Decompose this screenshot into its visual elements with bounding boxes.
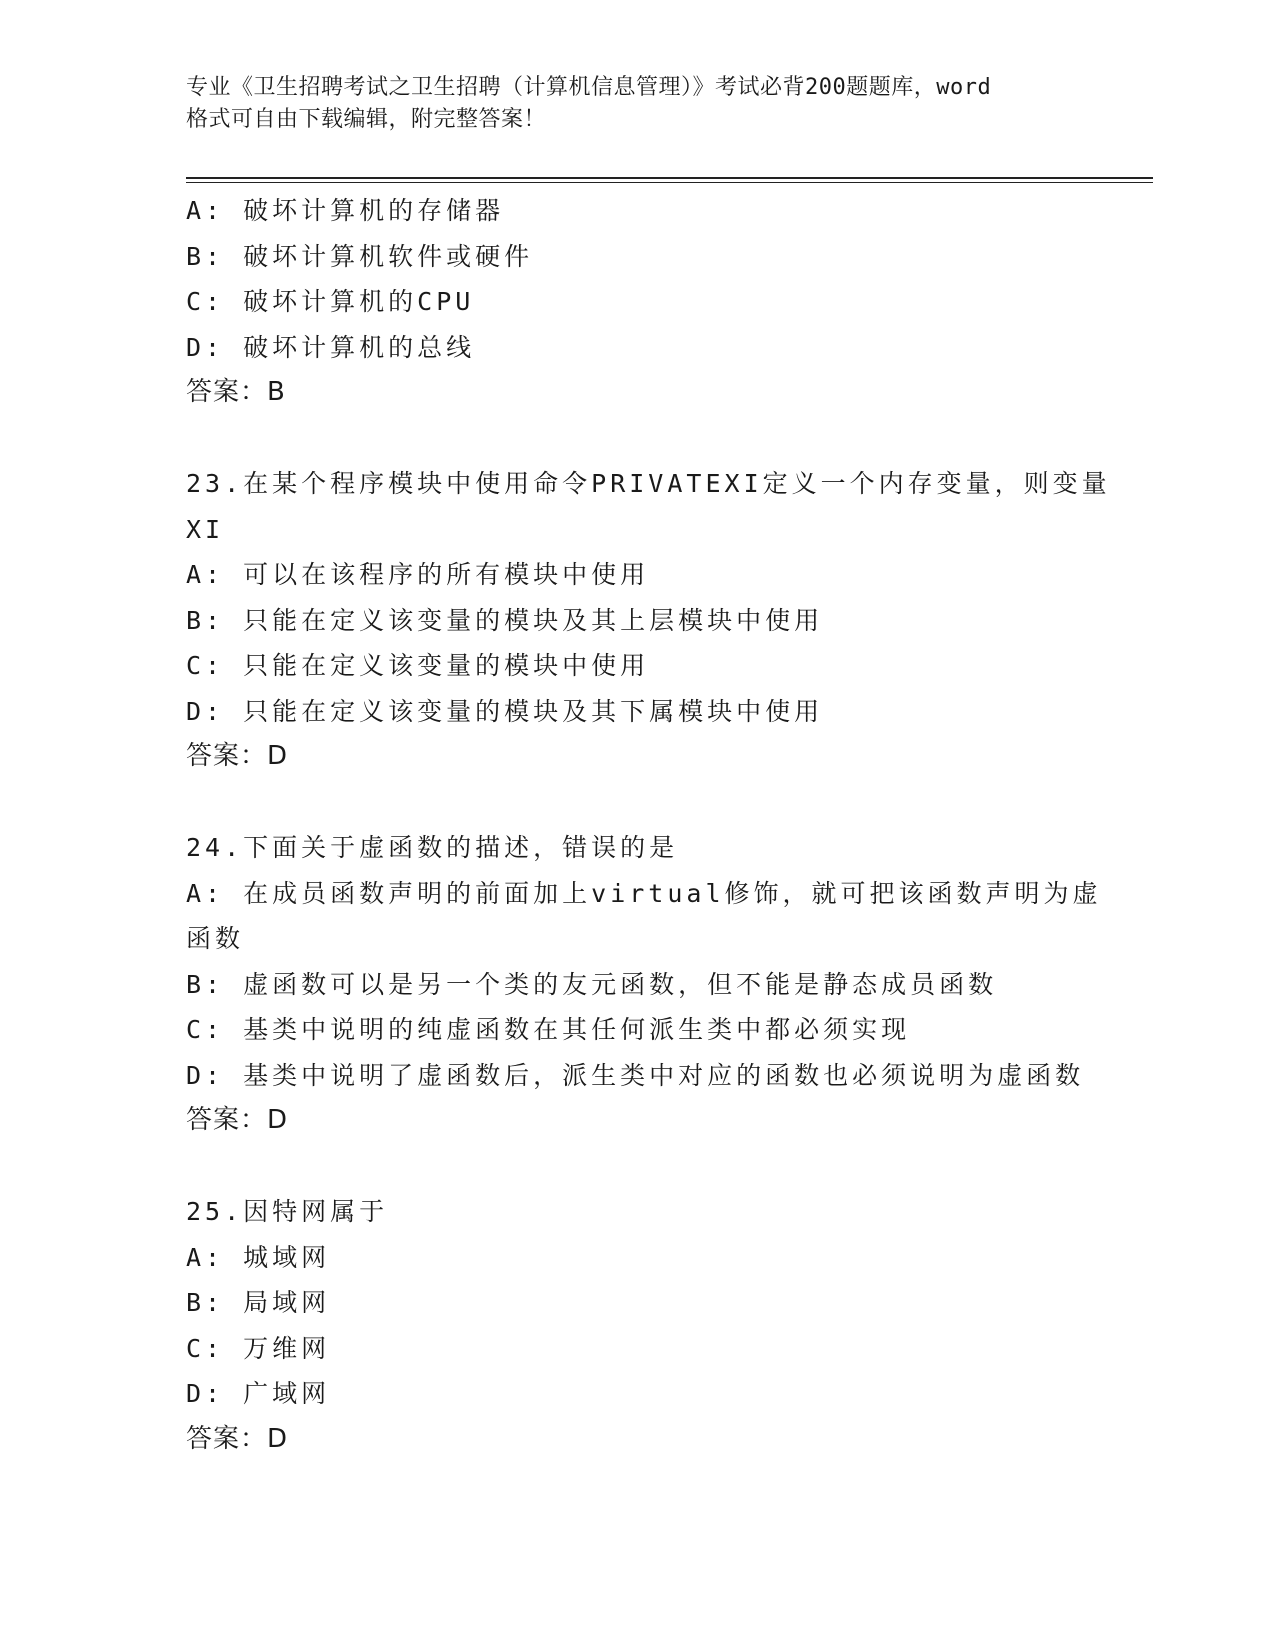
question-stem: 25.因特网属于 — [186, 1197, 389, 1226]
document-header — [186, 72, 1086, 136]
option-a: A: 城域网 — [186, 1242, 331, 1272]
question-25 — [186, 1189, 1086, 1462]
option-d: D: 广域网 — [186, 1379, 331, 1408]
option-d: D: 基类中说明了虚函数后，派生类中对应的函数也必须说明为虚函数 — [186, 1060, 1085, 1090]
option-b: B: 破坏计算机软件或硬件 — [186, 241, 534, 271]
spacer — [186, 1144, 1086, 1190]
question-22 — [186, 188, 1086, 416]
question-24 — [186, 825, 1102, 1144]
option-a: A: 可以在该程序的所有模块中使用 — [186, 560, 650, 589]
spacer — [186, 780, 1086, 826]
spacer — [186, 416, 1086, 462]
option-b: B: 局域网 — [186, 1288, 331, 1317]
header-line-1: 专业《卫生招聘考试之卫生招聘（计算机信息管理）》考试必背200题题库，word — [186, 75, 992, 100]
option-a: A: 破坏计算机的存储器 — [186, 196, 505, 225]
option-a-continued: 函数 — [186, 924, 245, 953]
option-c: C: 破坏计算机的CPU — [186, 287, 475, 316]
header-line-2: 格式可自由下载编辑，附完整答案！ — [186, 107, 547, 132]
question-stem: 23.在某个程序模块中使用命令PRIVATEXI定义一个内存变量，则变量 — [186, 469, 1111, 498]
option-c: C: 万维网 — [186, 1333, 331, 1363]
option-c: C: 基类中说明的纯虚函数在其任何派生类中都必须实现 — [186, 1015, 911, 1044]
question-stem-continued: XI — [186, 514, 225, 544]
question-list — [186, 188, 1111, 1462]
option-a: A: 在成员函数声明的前面加上virtual修饰，就可把该函数声明为虚 — [186, 878, 1102, 908]
header-rule-thin — [186, 182, 1153, 183]
option-b: B: 虚函数可以是另一个类的友元函数，但不能是静态成员函数 — [186, 969, 998, 999]
answer: 答案：B — [186, 377, 286, 407]
answer: 答案：D — [186, 1105, 289, 1135]
question-stem: 24.下面关于虚函数的描述，错误的是 — [186, 833, 679, 862]
option-d: D: 只能在定义该变量的模块及其下属模块中使用 — [186, 696, 824, 726]
option-c: C: 只能在定义该变量的模块中使用 — [186, 651, 650, 680]
question-23 — [186, 461, 1111, 780]
header-rule-thick — [186, 177, 1153, 179]
option-d: D: 破坏计算机的总线 — [186, 332, 476, 362]
option-b: B: 只能在定义该变量的模块及其上层模块中使用 — [186, 605, 824, 635]
answer: 答案：D — [186, 1423, 289, 1454]
answer: 答案：D — [186, 741, 289, 771]
